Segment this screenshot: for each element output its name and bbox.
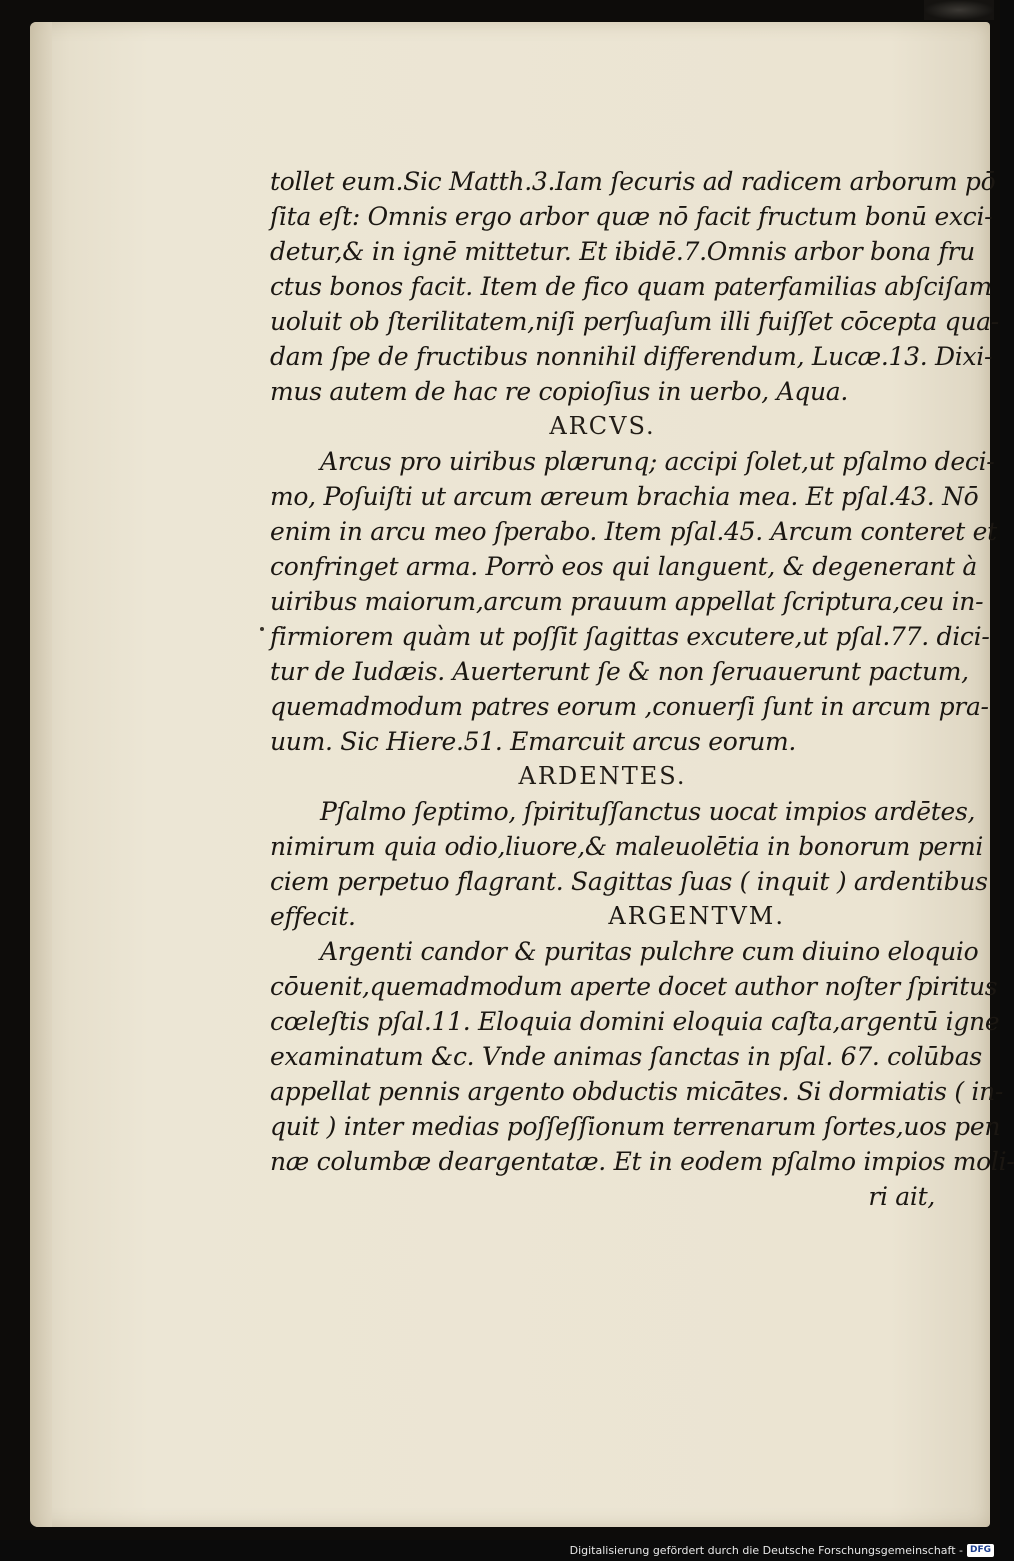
text-line: cōuenit,quemadmodum aperte docet author noſter ſpiritus (270, 972, 998, 1001)
digitization-credit (570, 1544, 994, 1557)
text-line: nimirum quia odio,liuore,& maleuolētia in bonorum perni (270, 832, 984, 861)
margin-mark (260, 627, 264, 631)
text-line: confringet arma. Porrò eos qui languent, & degenerant à (270, 552, 978, 581)
dfg-logo: DFG (967, 1544, 994, 1557)
text-line: enim in arcu meo ſperabo. Item pſal.45. Arcum conteret et (270, 517, 997, 546)
text-line: quit ) inter medias poſſeſſionum terrenarum ſortes,uos pen (270, 1112, 1001, 1141)
catchword: ri ait, (868, 1182, 935, 1211)
text-line: quemadmodum patres eorum ,conuerſi ſunt in arcum pra- (270, 692, 989, 721)
text-line: detur,& in ignē mittetur. Et ibidē.7.Omnis arbor bona fru (270, 237, 975, 266)
text-line: Argenti candor & puritas pulchre cum diuino eloquio (320, 937, 979, 966)
text-line: mo, Poſuiſti ut arcum æreum brachia mea. Et pſal.43. Nō (270, 482, 979, 511)
section-heading-arcus: ARCVS. (549, 412, 656, 440)
text-line: firmiorem quàm ut poſſit ſagittas excutere,ut pſal.77. dici- (270, 622, 990, 651)
text-line: examinatum &c. Vnde animas ſanctas in pſal. 67. colūbas (270, 1042, 982, 1071)
text-line: ſita eſt: Omnis ergo arbor quæ nō facit fructum bonū exci- (270, 202, 993, 231)
text-line: mus autem de hac re copioſius in uerbo, Aqua. (270, 377, 849, 406)
text-line: appellat pennis argento obductis micātes. Si dormiatis ( in- (270, 1077, 1004, 1106)
text-line: tur de Iudæis. Auerterunt ſe & non ſeruauerunt pactum, (270, 657, 969, 686)
page-text (270, 164, 1014, 1214)
text-line: uiribus maiorum,arcum prauum appellat ſcriptura,ceu in- (270, 587, 984, 616)
text-line: Pſalmo ſeptimo, ſpirituſſanctus uocat impios ardētes, (320, 797, 976, 826)
section-heading-ardentes: ARDENTES. (518, 762, 687, 790)
page-gutter (30, 22, 52, 1527)
text-line: Arcus pro uiribus plærunq; accipi ſolet,ut pſalmo deci- (320, 447, 995, 476)
text-line: dam ſpe de fructibus nonnihil differendum, Lucæ.13. Dixi- (270, 342, 993, 371)
credit-text: Digitalisierung gefördert durch die Deutsche Forschungsgemeinschaft - (569, 1544, 963, 1557)
text-line: uum. Sic Hiere.51. Emarcuit arcus eorum. (270, 727, 797, 756)
text-line-with-heading (270, 899, 935, 934)
text-line: ciem perpetuo flagrant. Sagittas ſuas ( inquit ) ardentibus (270, 867, 988, 896)
text-line: næ columbæ deargentatæ. Et in eodem pſalmo impios moli- (270, 1147, 1014, 1176)
text-fragment: effecit. (270, 902, 356, 931)
text-line: tollet eum.Sic Matth.3.Iam ſecuris ad radicem arborum pō (270, 167, 996, 196)
binding-edge (924, 0, 994, 20)
text-line: ctus bonos facit. Item de fico quam paterfamilias abſciſam (270, 272, 992, 301)
text-line: uoluit ob ſterilitatem,niſi perſuaſum illi fuiſſet cōcepta qua- (270, 307, 999, 336)
text-line: cœleſtis pſal.11. Eloquia domini eloquia caſta,argentū igne (270, 1007, 1000, 1036)
section-heading-argentum: ARGENTVM. (608, 902, 785, 930)
